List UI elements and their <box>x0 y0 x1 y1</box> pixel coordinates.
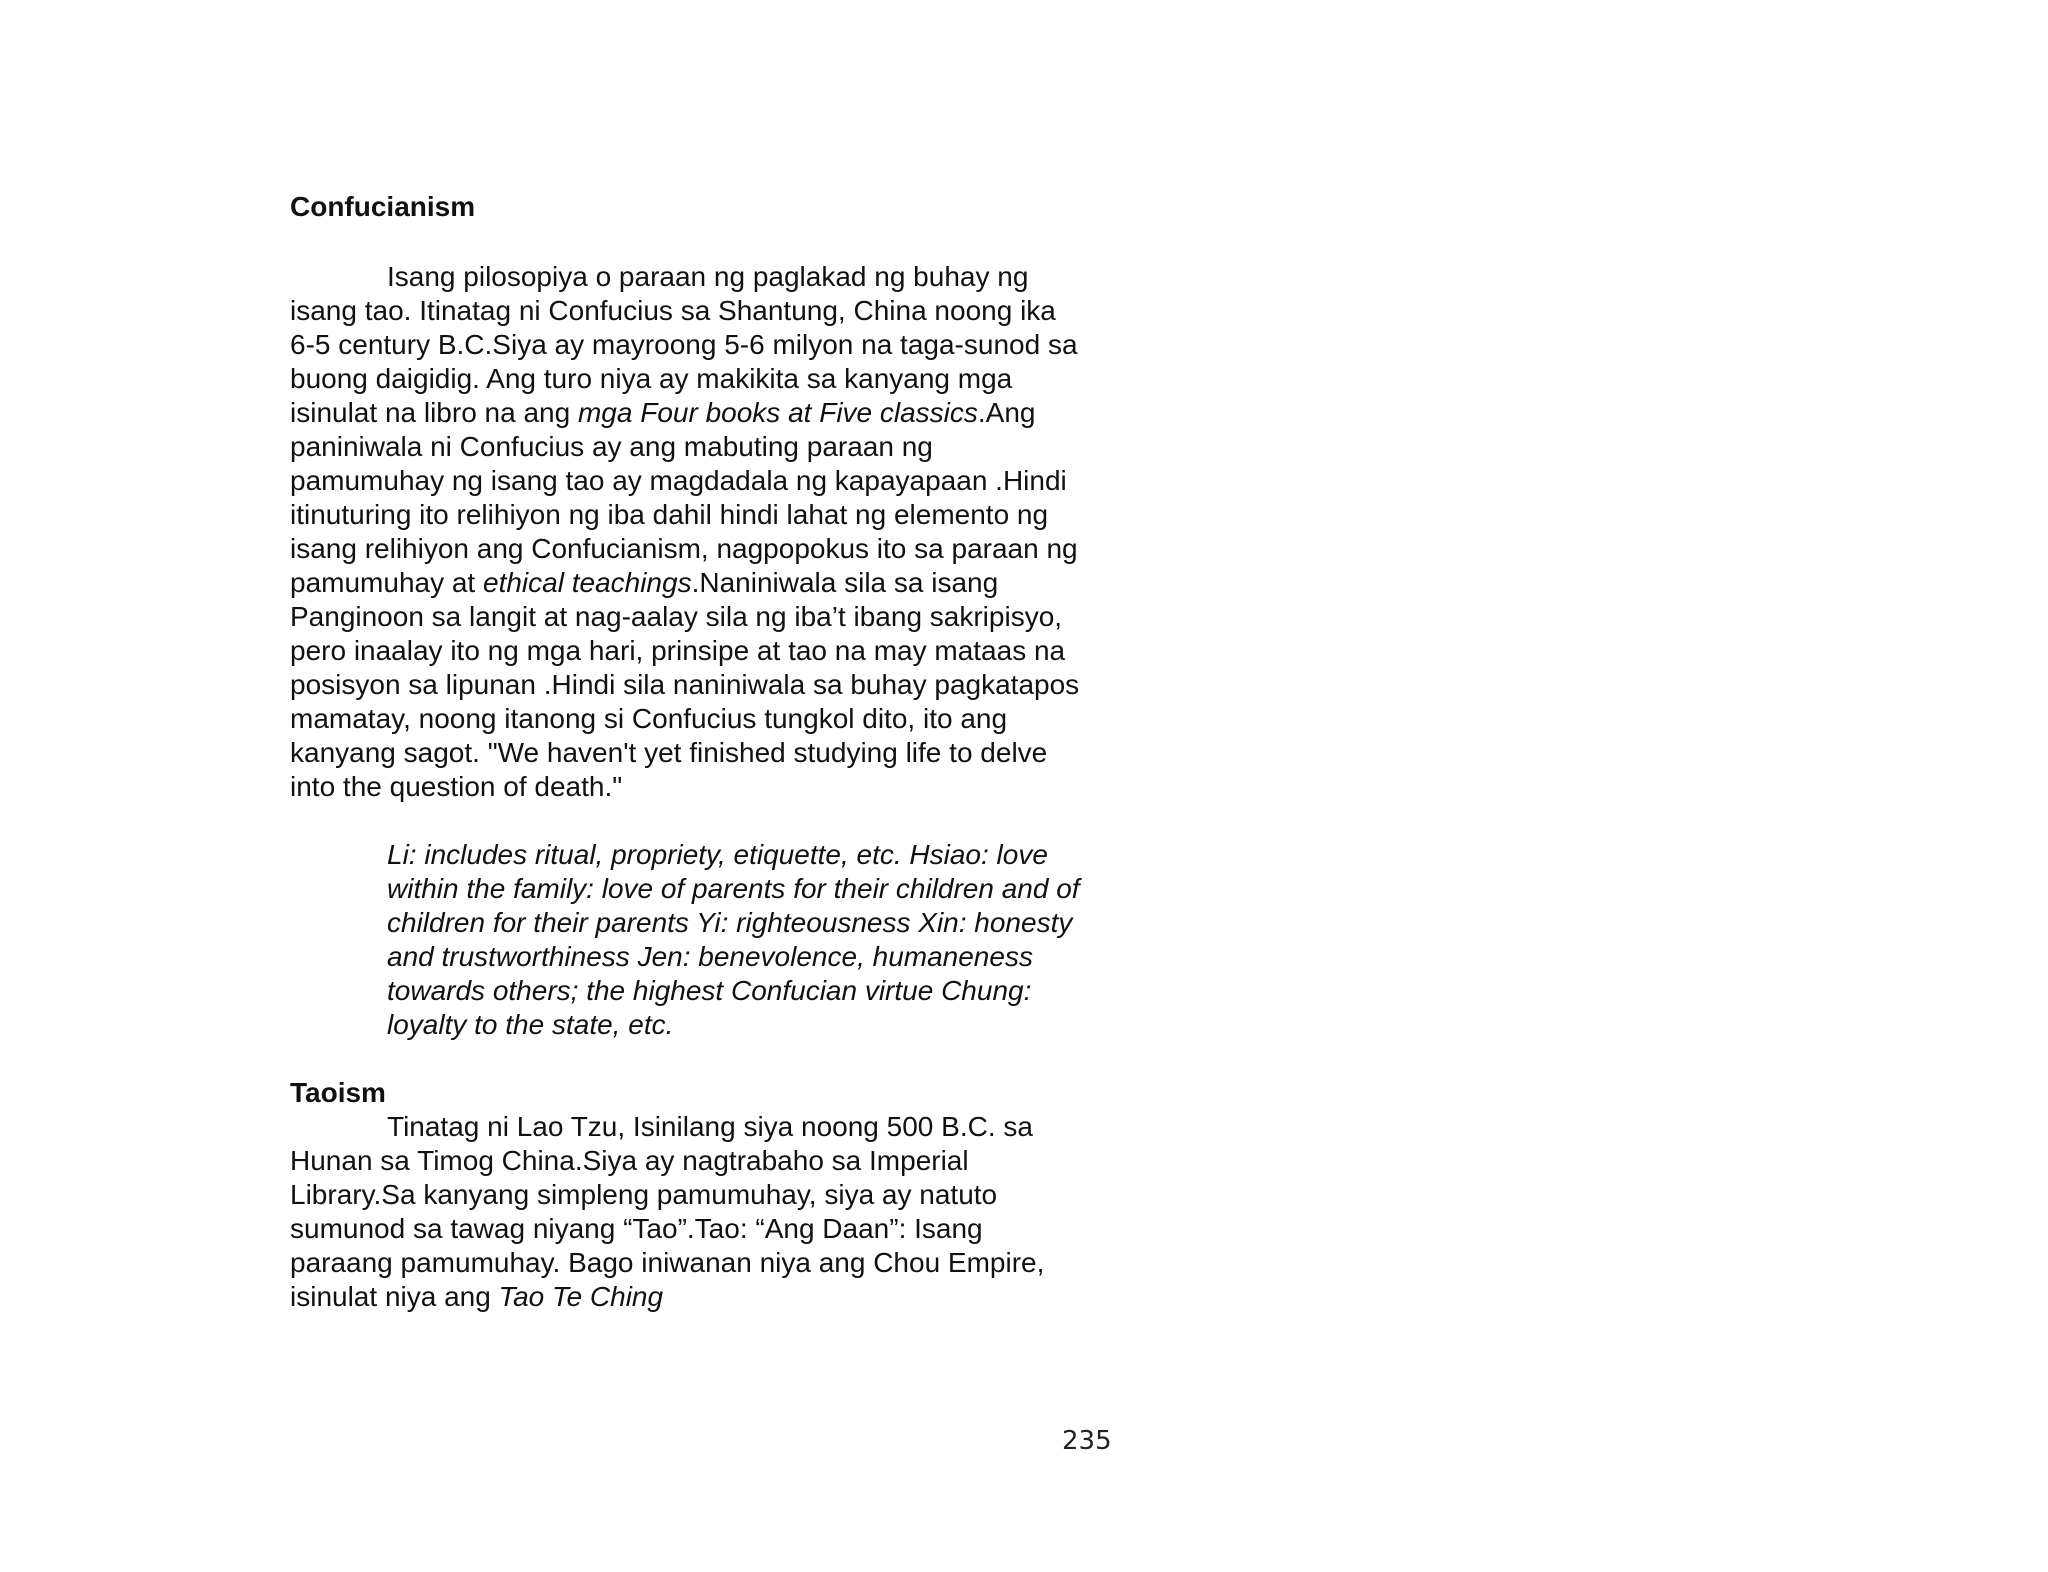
confucianism-text-part-3: .Naniniwala sila sa isang Panginoon sa langit at nag-aalay sila ng iba’t ibang sakripisyo, pero inaalay ito ng mga hari, prinsipe at tao na may mataas na posisyon sa lipunan .Hindi sila naniniwala sa buhay pagkatapos mamatay, noong itanong si Confucius tungkol dito, ito ang kanyang sagot. "We haven't yet finished studying life to delve into the question of death." <box>290 567 1080 802</box>
page-number: 235 <box>1062 1426 1112 1456</box>
section-heading-taoism: Taoism <box>290 1077 386 1108</box>
confucianism-text-part-2: .Ang paniniwala ni Confucius ay ang mabuting paraan ng pamumuhay ng isang tao ay magdadala ng kapayapaan .Hindi itinuturing ito relihiyon ng iba dahil hindi lahat ng elemento ng isang relihiyon ang Confucianism, nagpopokus ito sa paraan ng pamumuhay at <box>290 397 1078 598</box>
confucian-virtues-quote: Li: includes ritual, propriety, etiquette, etc. Hsiao: love within the family: love of parents for their children and of children for their parents Yi: righteousness Xin: honesty and trustworthiness Jen: benevolence, humaneness towards others; the highest Confucian virtue Chung: loyalty to the state, etc. <box>387 839 1080 1040</box>
taoism-text-part-1: Tinatag ni Lao Tzu, Isinilang siya noong 500 B.C. sa Hunan sa Timog China.Siya ay nagtrabaho sa Imperial Library.Sa kanyang simpleng pamumuhay, siya ay natuto sumunod sa tawag niyang “Tao”.Tao: “Ang Daan”: Isang paraang pamumuhay. Bago iniwanan niya ang Chou Empire, isinulat niya ang <box>290 1111 1045 1312</box>
text-column <box>290 190 1080 1314</box>
taoism-paragraph <box>290 1110 1080 1314</box>
confucianism-italic-books: mga Four books at Five classics <box>577 397 978 428</box>
taoism-italic-tao-te-ching: Tao Te Ching <box>498 1281 664 1312</box>
confucianism-paragraph <box>290 260 1080 804</box>
section-heading-confucianism: Confucianism <box>290 191 476 222</box>
confucianism-italic-ethical: ethical teachings <box>483 567 692 598</box>
confucianism-text-part-1: Isang pilosopiya o paraan ng paglakad ng buhay ng isang tao. Itinatag ni Confucius sa Shantung, China noong ika 6-5 century B.C.Siya ay mayroong 5-6 milyon na taga-sunod sa buong daigidig. Ang turo niya ay makikita sa kanyang mga isinulat na libro na ang <box>290 261 1078 428</box>
